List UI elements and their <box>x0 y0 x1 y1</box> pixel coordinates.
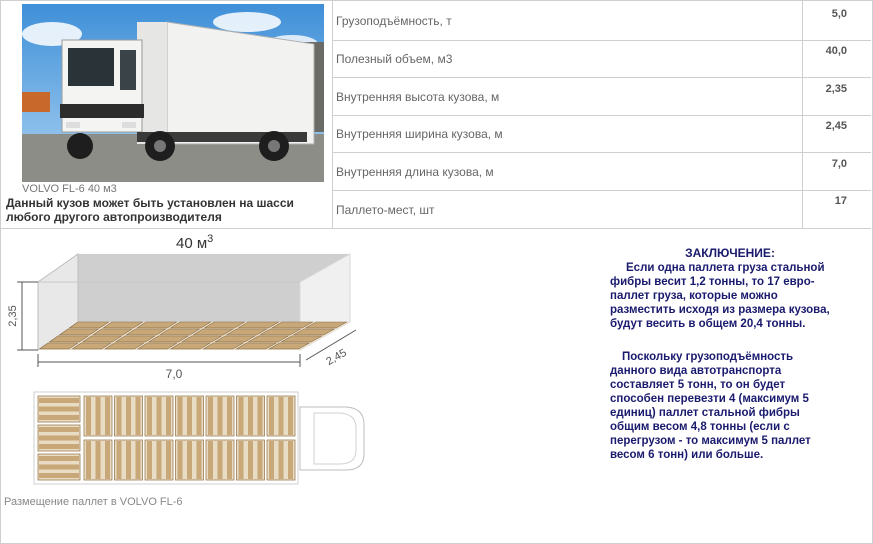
pallet-board <box>166 441 171 479</box>
truck-photo <box>22 4 324 182</box>
pallet-board <box>39 436 79 441</box>
pallet-board <box>178 397 183 435</box>
spec-value-width: 2,45 <box>825 120 847 132</box>
pallet-board <box>197 397 202 435</box>
photo-caption: VOLVO FL-6 40 м3 <box>22 183 117 195</box>
pallet-board <box>279 397 284 435</box>
pallet-board <box>147 397 152 435</box>
pallet-board <box>157 397 162 435</box>
pallet-board <box>126 441 131 479</box>
spec-label-capacity: Грузоподъёмность, т <box>336 14 452 28</box>
pallet-board <box>86 441 91 479</box>
conclusion-line: единиц) паллет стальной фибры <box>610 407 800 419</box>
width-label: 2,45 <box>324 346 349 368</box>
pallet-board <box>39 444 79 449</box>
pallet-board <box>136 441 141 479</box>
spec-table-left-border <box>332 0 333 228</box>
pallet-board <box>178 441 183 479</box>
conclusion-line: общим весом 4,8 тонны (если с <box>610 421 790 433</box>
pallet-board <box>288 441 293 479</box>
pallet-board <box>248 441 253 479</box>
conclusion-line: паллет груза, которые можно <box>610 290 778 302</box>
pallet-board <box>157 441 162 479</box>
pallet-board <box>227 441 232 479</box>
plan-caption: Размещение паллет в VOLVO FL-6 <box>4 496 183 508</box>
conclusion-line: разместить исходя из размера кузова, <box>610 304 830 316</box>
pallet-board <box>208 441 213 479</box>
conclusion-line: будут весить в общем 20,4 тонны. <box>610 318 806 330</box>
pallet-board <box>39 465 79 470</box>
height-label: 2,35 <box>7 305 19 327</box>
pallet-board <box>39 456 79 461</box>
pallet-board <box>269 397 274 435</box>
conclusion-line: данного вида автотранспорта <box>610 365 782 377</box>
conclusion-title: ЗАКЛЮЧЕНИЕ: <box>685 246 775 260</box>
volume-label: 40 $м^3$ <box>176 233 214 252</box>
spec-value-pallets: 17 <box>834 195 847 207</box>
spec-label-length: Внутренняя длина кузова, м <box>336 165 494 179</box>
pallet-board <box>218 397 223 435</box>
pallet-board <box>39 398 79 403</box>
section-divider <box>0 228 871 229</box>
cab-outline <box>300 407 364 470</box>
spec-row-divider <box>332 152 871 153</box>
pallet-board <box>105 397 110 435</box>
spec-label-height: Внутренняя высота кузова, м <box>336 90 500 104</box>
pallet-board <box>197 441 202 479</box>
chassis-note: Данный кузов может быть установлен на шасси любого другого автопроизводителя <box>6 196 294 224</box>
conclusion-line: способен перевезти 4 (максимум 5 <box>610 393 809 405</box>
spec-row-divider <box>332 190 871 191</box>
pallet-board <box>218 441 223 479</box>
spec-value-volume: 40,0 <box>825 45 847 57</box>
pallet-board <box>147 441 152 479</box>
pallet-board <box>39 415 79 420</box>
cargo-diagram <box>0 232 600 492</box>
spec-label-volume: Полезный объем, м3 <box>336 52 453 66</box>
pallet-board <box>248 397 253 435</box>
conclusion-line: перегрузом - то максимум 5 паллет <box>610 435 811 447</box>
pallet-board <box>258 397 263 435</box>
length-label: 7,0 <box>165 367 183 381</box>
pallet-board <box>166 397 171 435</box>
spec-row-divider <box>332 77 871 78</box>
pallet-board <box>117 441 122 479</box>
spec-label-pallets: Паллето-мест, шт <box>336 203 435 217</box>
pallet-board <box>187 441 192 479</box>
spec-row-divider <box>332 115 871 116</box>
pallet-board <box>96 441 101 479</box>
pallet-board <box>227 397 232 435</box>
pallet-board <box>187 397 192 435</box>
spec-value-height: 2,35 <box>825 83 847 95</box>
conclusion-line: весом 6 тонн) или больше. <box>610 449 764 461</box>
pallet-board <box>279 441 284 479</box>
pallet-board <box>39 407 79 412</box>
spec-label-width: Внутренняя ширина кузова, м <box>336 127 503 141</box>
spec-value-length: 7,0 <box>831 158 847 170</box>
conclusion-line: составляет 5 тонн, то он будет <box>610 379 786 391</box>
pallet-board <box>269 441 274 479</box>
pallet-board <box>136 397 141 435</box>
pallet-board <box>86 397 91 435</box>
spec-table-value-border <box>802 0 803 228</box>
pallet-board <box>105 441 110 479</box>
pallet-board <box>39 473 79 478</box>
conclusion-line: Если одна паллета груза стальной <box>626 262 825 274</box>
pallet-board <box>258 441 263 479</box>
pallet-board <box>117 397 122 435</box>
spec-value-capacity: 5,0 <box>831 8 847 20</box>
pallet-board <box>96 397 101 435</box>
pallet-board <box>39 427 79 432</box>
pallet-board <box>239 397 244 435</box>
spec-row-divider <box>332 40 871 41</box>
conclusion-line: фибры весит 1,2 тонны, то 17 евро- <box>610 276 815 288</box>
truck-illustration <box>22 4 324 182</box>
conclusion-line: Поскольку грузоподъёмность <box>622 351 794 363</box>
pallet-board <box>288 397 293 435</box>
pallet-board <box>239 441 244 479</box>
pallet-board <box>208 397 213 435</box>
pallet-board <box>126 397 131 435</box>
